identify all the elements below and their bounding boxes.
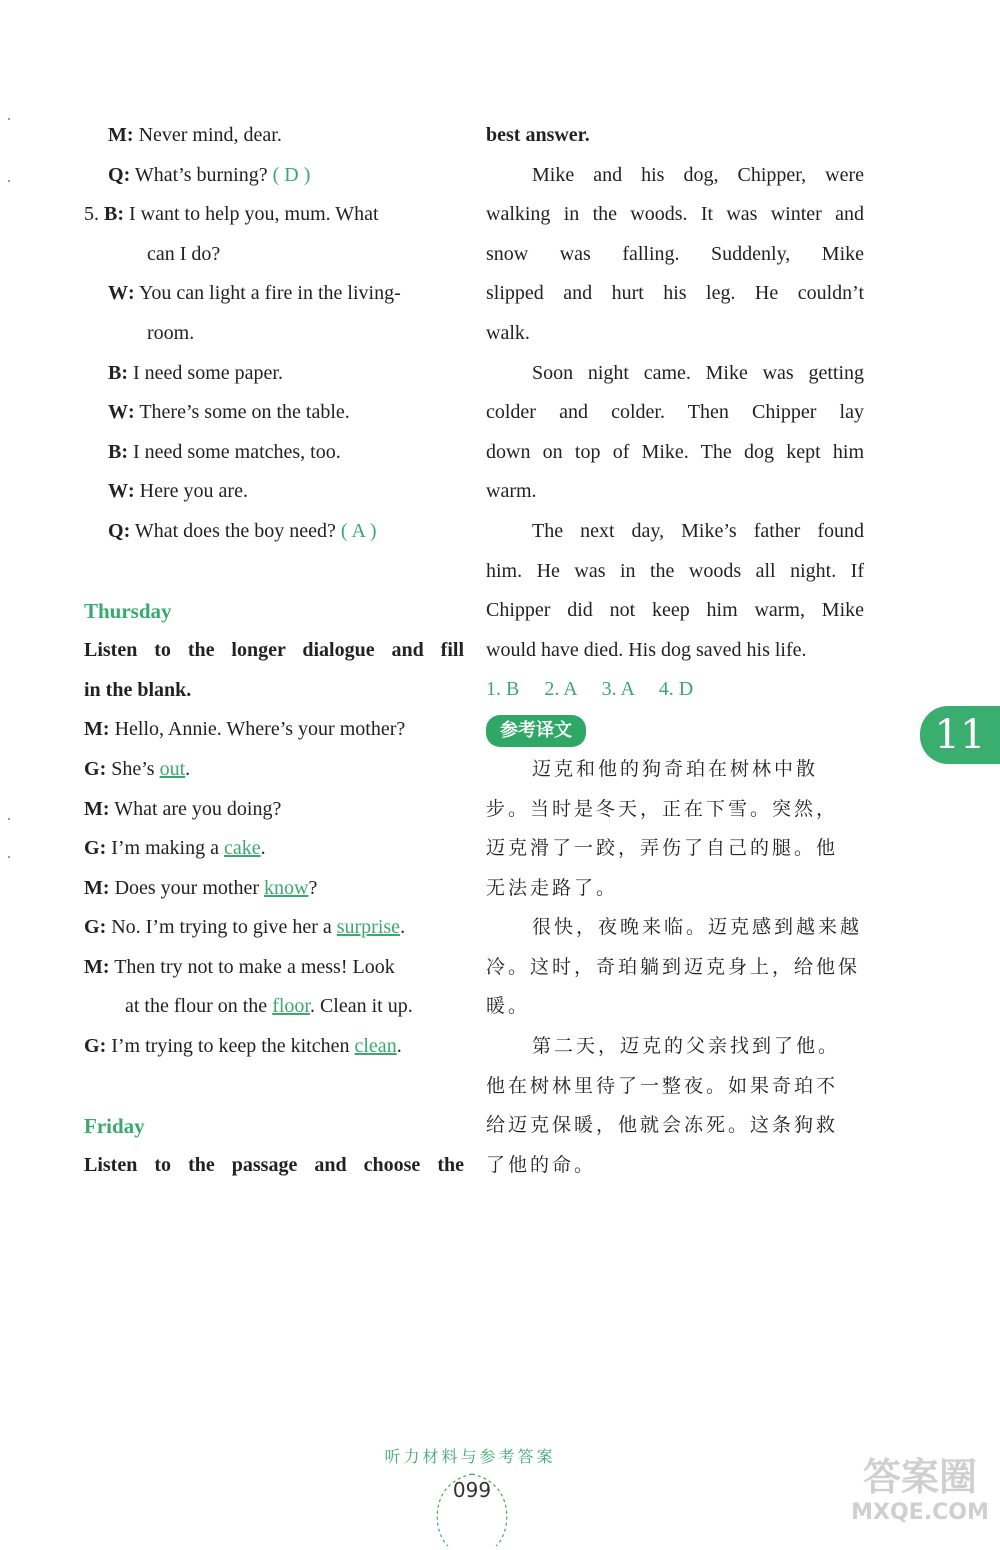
dialogue-line: B: I need some matches, too. [84,433,464,473]
passage-line: warm. [486,480,537,503]
dialogue-line: 5. B: I want to help you, mum. What [84,195,464,235]
passage-paragraph [486,156,864,354]
dialogue-text: Here you are. [139,480,248,503]
passage-line: Chipper did not keep him warm, Mike [486,599,864,622]
watermark-logo: 答案圈 [862,1455,977,1499]
speaker-label: M [108,124,127,146]
dialogue-text: Does your mother [114,876,264,899]
speaker-label: W [108,401,128,424]
unit-side-tab: 11 [920,706,1000,764]
section-title-friday: Friday [84,1113,145,1138]
dialogue-text: I’m making a [111,837,224,860]
speaker-label: G [84,916,100,939]
dialogue-line: M: Does your mother know? [84,869,464,909]
right-column [486,116,864,1185]
speaker-label: W [108,282,128,305]
passage-line: colder and colder. Then Chipper lay [486,401,864,424]
speaker-label: Q [108,519,124,542]
dialogue-text: What are you doing? [114,797,282,820]
dialogue-text: Hello, Annie. Where’s your mother? [114,718,406,741]
dialogue-text: What’s burning? [134,163,268,186]
instruction-text: best answer. [486,124,590,146]
blank-answer: surprise [336,916,401,939]
dialogue-line: G: I’m making a cake. [84,829,464,869]
dialogue-line [84,987,464,1027]
dialogue-text: . [185,757,191,780]
translation-line: 他在树林里待了一整夜。如果奇珀不 [486,1074,839,1097]
speaker-label: G [84,1035,100,1058]
answer-key: 1. B 2. A 3. A 4. D [486,678,694,701]
speaker-label: M [84,797,103,820]
translation-badge: 参考译文 [486,715,586,747]
footer-title: 听力材料与参考答案 [384,1447,556,1466]
edge-mark [8,818,10,820]
dialogue-line: W: Here you are. [84,472,464,512]
translation-line: 了他的命。 [486,1153,597,1176]
question-line: Q: What’s burning? ( D ) [84,156,464,196]
dialogue-text: I need some matches, too. [133,440,341,463]
passage-line: snow was falling. Suddenly, Mike [486,242,864,265]
translation-line: 冷。这时，奇珀躺到迈克身上，给他保 [486,955,861,978]
blank-answer: out [159,757,186,780]
speaker-label: G [84,837,100,860]
dialogue-text: . [400,916,406,939]
section-title-thursday: Thursday [84,598,172,623]
dialogue-line: M: Never mind, dear. [84,116,464,156]
passage-line: Soon night came. Mike was getting [532,361,864,384]
dialogue-text: I want to help you, mum. What [129,203,379,226]
dialogue-text: ? [308,876,318,899]
dialogue-text: She’s [111,757,160,780]
dialogue-line: G: No. I’m trying to give her a surprise. [84,908,464,948]
speaker-label: B [108,440,122,463]
left-column [84,116,464,1186]
instruction-text: in the blank. [84,678,192,701]
translation-line: 迈克滑了一跤，弄伤了自己的腿。他 [486,837,839,860]
edge-mark [8,118,10,120]
dialogue-line: B: I need some paper. [84,354,464,394]
translation-line: 第二天，迈克的父亲找到了他。 [532,1035,841,1058]
dialogue-line: G: She’s out. [84,750,464,790]
watermark [845,1455,995,1527]
passage-line: would have died. His dog saved his life. [486,638,807,661]
item-number: 5. [84,203,99,226]
passage-line: down on top of Mike. The dog kept him [486,440,864,463]
dialogue-line: W: You can light a fire in the living- [84,274,464,314]
answer-mark: ( D ) [272,163,311,186]
dialogue-text: I’m trying to keep the kitchen [111,1035,355,1058]
dialogue-line: W: There’s some on the table. [84,393,464,433]
instruction-text: Listen to the longer dialogue and fill [84,639,464,662]
edge-mark [8,180,10,182]
dialogue-text: at the flour on the [125,995,273,1018]
blank-answer: cake [223,837,261,860]
dialogue-text: Never mind, dear. [138,124,282,146]
blank-answer: floor [272,995,310,1018]
passage-paragraph [486,512,864,670]
edge-mark [8,856,10,858]
translation-line: 迈克和他的狗奇珀在树林中散 [532,757,819,780]
answer-mark: ( A ) [340,519,377,542]
dialogue-text: can I do? [147,242,221,265]
blank-answer: clean [354,1035,397,1058]
dialogue-5-block [84,116,464,552]
passage-line: him. He was in the woods all night. If [486,559,864,582]
passage-line: walk. [486,321,530,344]
dialogue-text: . Clean it up. [309,995,413,1018]
dialogue-line [84,235,464,275]
dialogue-text: Then try not to make a mess! Look [114,955,395,978]
translation-line: 给迈克保暖，他就会冻死。这条狗救 [486,1114,839,1137]
watermark-url: MXQE.COM [851,1500,989,1525]
speaker-label: G [84,757,100,780]
translation-line: 很快，夜晚来临。迈克感到越来越 [532,916,863,939]
dialogue-text: . [260,837,266,860]
passage-line: slipped and hurt his leg. He couldn’t [486,282,864,305]
page-number: 099 [452,1478,492,1502]
dialogue-line: G: I’m trying to keep the kitchen clean. [84,1027,464,1067]
dialogue-line: M: What are you doing? [84,790,464,830]
dialogue-text: You can light a fire in the living- [138,282,401,305]
dialogue-line: M: Hello, Annie. Where’s your mother? [84,710,464,750]
passage-line: walking in the woods. It was winter and [486,203,864,226]
dialogue-text: There’s some on the table. [139,401,350,424]
translation-line: 步。当时是冬天，正在下雪。突然， [486,797,839,820]
speaker-label: Q [108,163,124,186]
dialogue-text: I need some paper. [133,361,283,384]
speaker-label: M [84,718,103,741]
blank-answer: know [263,876,309,899]
passage-line: The next day, Mike’s father found [532,519,864,542]
speaker-label: B [104,203,118,226]
translation-line: 暖。 [486,995,531,1018]
passage-paragraph [486,354,864,512]
speaker-label: M [84,955,103,978]
dialogue-text: No. I’m trying to give her a [111,916,337,939]
speaker-label: M [84,876,103,899]
translation-paragraph [486,1027,864,1185]
dialogue-text: room. [147,321,195,344]
passage-line: Mike and his dog, Chipper, were [532,163,864,186]
translation-paragraph [486,908,864,1027]
dialogue-line [84,314,464,354]
speaker-label: W [108,480,128,503]
dialogue-text: What does the boy need? [134,519,336,542]
speaker-label: B [108,361,122,384]
translation-paragraph [486,750,864,908]
translation-line: 无法走路了。 [486,876,619,899]
question-line: Q: What does the boy need? ( A ) [84,512,464,552]
dialogue-line: M: Then try not to make a mess! Look [84,948,464,988]
thursday-dialogue [84,710,464,1066]
instruction-text: Listen to the passage and choose the [84,1154,464,1177]
dialogue-text: . [396,1035,402,1058]
